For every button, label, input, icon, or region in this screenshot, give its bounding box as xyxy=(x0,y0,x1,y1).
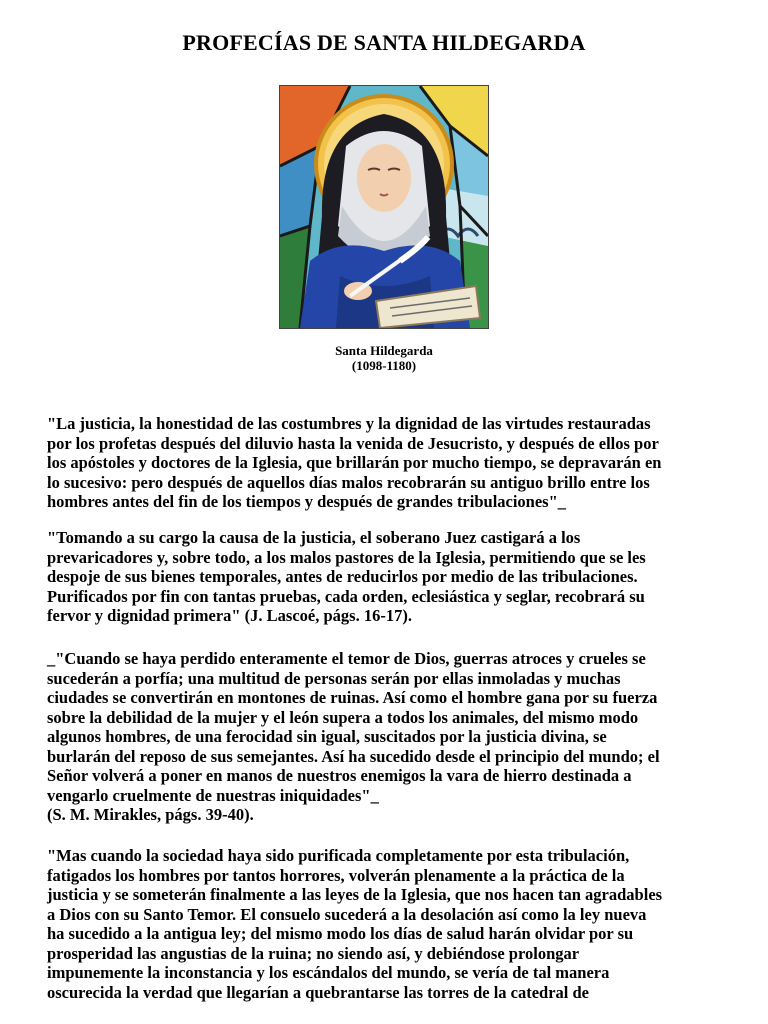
prophecy-paragraph-3: _"Cuando se haya perdido enteramente el temor de Dios, guerras atroces y crueles se sucederán a porfía; una multitud de personas serán por ellas inmoladas y muchas ciudades se convertirán en montones de ruinas. Así como el hombre gana por su fuerza sobre la debilidad de la mujer y el león supera a todos los animales, del mismo modo algunos hombres, de una ferocidad sin igual, suscitados por la justicia divina, se burlarán del reposo de sus semejantes. Así ha sucedido desde el principio del mundo; el Señor volverá a poner en manos de nuestros enemigos la vara de hierro destinada a vengarlo cruelmente de nuestras iniquidades"_ (S. M. Mirakles, págs. 39-40). xyxy=(47,649,660,824)
saint-portrait-image xyxy=(279,85,489,329)
caption-dates: (1098-1180) xyxy=(351,358,417,373)
caption-name: Santa Hildegarda xyxy=(335,343,433,358)
page-title: PROFECÍAS DE SANTA HILDEGARDA xyxy=(182,30,586,55)
image-caption xyxy=(0,343,768,373)
prophecy-paragraph-1: "La justicia, la honestidad de las costumbres y la dignidad de las virtudes restauradas por los profetas después del diluvio hasta la venida de Jesucristo, y después de ellos por los apóstoles y doctores de la Iglesia, que brillarán por mucho tiempo, se depravarán en lo sucesivo: pero después de aquellos días malos recobrarán su antiguo brillo entre los hombres antes del fin de los tiempos y después de grandes tribulaciones"_ xyxy=(47,414,662,511)
prophecy-paragraph-4: "Mas cuando la sociedad haya sido purificada completamente por esta tribulación, fatigados los hombres por tantos horrores, volverán plenamente a la práctica de la justicia y se someterán finalmente a las leyes de la Iglesia, que nos hacen tan agradables a Dios con su Santo Temor. El consuelo sucederá a la desolación así como la ley nueva ha sucedido a la antigua ley; del mismo modo los días de salud harán olvidar por su prosperidad las angustias de la ruina; no siendo así, y debiéndose prolongar impunemente la inconstancia y los escándalos del mundo, se vería de tal manera oscurecida la verdad que llegarían a quebrantarse las torres de la catedral de xyxy=(47,846,663,1002)
prophecy-paragraph-2: "Tomando a su cargo la causa de la justicia, el soberano Juez castigará a los prevaricadores y, sobre todo, a los malos pastores de la Iglesia, permitiendo que se les despoje de sus bienes temporales, antes de reducirlos por medio de las tribulaciones. Purificados por fin con tantas pruebas, cada orden, eclesiástica y seglar, recobrará su fervor y dignidad primera" (J. Lascoé, págs. 16-17). xyxy=(47,528,646,625)
